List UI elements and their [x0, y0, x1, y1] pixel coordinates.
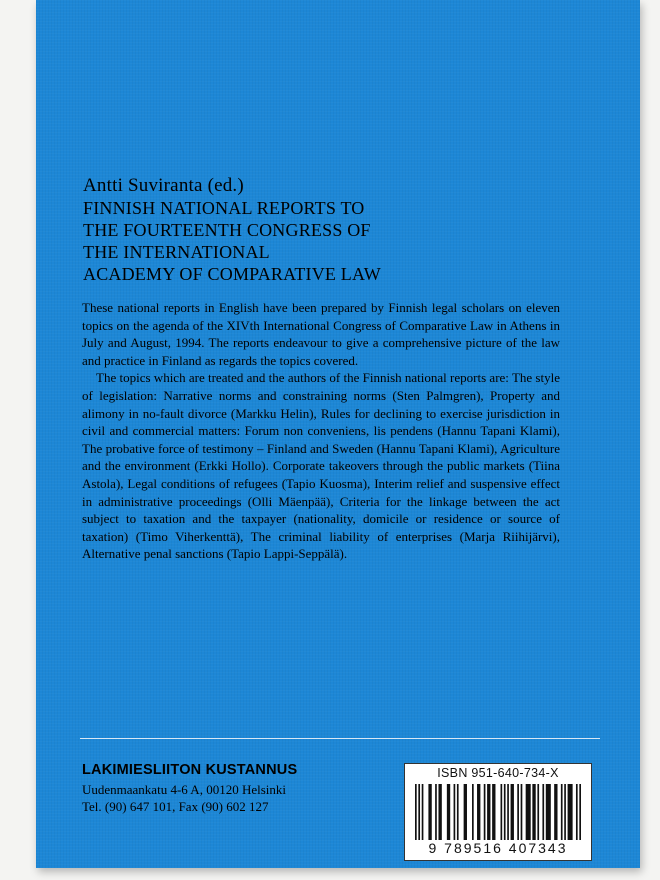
barcode-bar — [415, 784, 417, 840]
barcode-bar — [576, 784, 578, 840]
title-line-2: THE FOURTEENTH CONGRESS OF — [83, 220, 371, 240]
barcode-bar — [472, 784, 474, 840]
barcode-bar — [422, 784, 424, 840]
barcode-bar — [564, 784, 566, 840]
title-line-3: THE INTERNATIONAL — [83, 242, 270, 262]
barcode-bar — [521, 784, 523, 840]
barcode-bar — [517, 784, 519, 840]
ean-digits: 9 789516 407343 — [428, 840, 568, 856]
barcode-bar — [428, 784, 431, 840]
barcode-bar — [568, 784, 573, 840]
blurb-paragraph-2: The topics which are treated and the authors of the Finnish national reports are: The style of legislation: Narrative norms and constraining norms (Sten Palmgren), Property and alimony in no-fault divorce (Markku Helin), Rules for declining to exercise jurisdiction in civil and commercial matters: Forum non conveniens, lis pendens (Hannu Tapani Klami), The probative force of testimony – Finland and Sweden (Hannu Tapani Klami), Agriculture and the environment (Erkki Hollo). Corporate takeovers through the public markets (Tiina Astola), Legal conditions of refugees (Tapio Kuosma), Interim relief and suspensive effect in administrative proceedings (Olli Mäenpää), Criteria for the linkage between the act subject to taxation and the taxpayer (nationality, domicile or residence or source of taxation) (Timo Viherkenttä), The criminal liability of enterprises (Marja Riihijärvi), Alternative penal sanctions (Tapio Lappi-Seppälä). — [82, 370, 560, 562]
publisher-block — [82, 762, 392, 815]
barcode-bar — [447, 784, 450, 840]
publisher-contact: Tel. (90) 647 101, Fax (90) 602 127 — [82, 799, 269, 814]
barcode-bar — [546, 784, 551, 840]
barcode-bar — [464, 784, 467, 840]
barcode-bar — [542, 784, 544, 840]
title-line-4: ACADEMY OF COMPARATIVE LAW — [83, 264, 381, 284]
barcode-bar — [526, 784, 531, 840]
barcode-bar — [561, 784, 563, 840]
barcode-bar — [504, 784, 506, 840]
barcode-bar — [554, 784, 557, 840]
barcode-bar — [507, 784, 509, 840]
publisher-name: LAKIMIESLIITON KUSTANNUS — [82, 762, 298, 778]
blurb — [82, 299, 560, 563]
barcode-label — [404, 763, 592, 861]
barcode-bar — [484, 784, 486, 840]
divider-rule — [80, 738, 600, 739]
blurb-paragraph-1: These national reports in English have been prepared by Finnish legal scholars on eleven topics on the agenda of the XIVth International Congress of Comparative Law in Athens in July and August, 1994. The reports endeavour to give a comprehensive picture of the law and practice in Finland as regards the topics covered. — [82, 300, 560, 368]
barcode-bar — [487, 784, 490, 840]
cover-header — [83, 175, 543, 285]
barcode-bar — [537, 784, 539, 840]
barcode-bar — [435, 784, 437, 840]
barcode-icon — [415, 784, 581, 840]
barcode-bar — [532, 784, 535, 840]
isbn-text: ISBN 951-640-734-X — [437, 766, 559, 780]
publisher-address: Uudenmaankatu 4-6 A, 00120 Helsinki — [82, 782, 286, 797]
title-line-1: FINNISH NATIONAL REPORTS TO — [83, 198, 365, 218]
barcode-bar — [454, 784, 456, 840]
barcode-bar — [418, 784, 420, 840]
barcode-bar — [477, 784, 480, 840]
barcode-bar — [501, 784, 503, 840]
barcode-bar — [457, 784, 459, 840]
barcode-bar — [511, 784, 514, 840]
barcode-bar — [438, 784, 441, 840]
barcode-bar — [492, 784, 495, 840]
author-editor: Antti Suviranta (ed.) — [83, 175, 244, 196]
barcode-bar — [579, 784, 581, 840]
